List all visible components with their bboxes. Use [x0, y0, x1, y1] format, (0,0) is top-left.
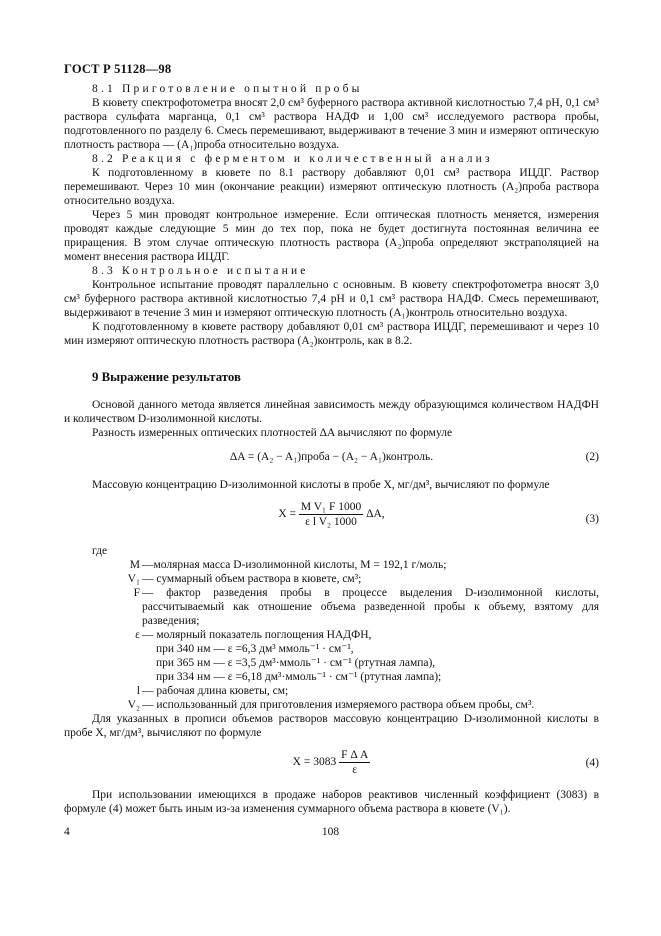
- legend-intro: где: [92, 545, 108, 557]
- formula-legend: [92, 544, 599, 712]
- section-8-1-title: 8.1 Приготовление опытной пробы: [92, 83, 363, 95]
- legend-text: — суммарный объем раствора в кювете, см³;: [142, 573, 362, 585]
- section-8-2-title: 8.2 Реакция с ферментом и количественный анализ: [92, 153, 493, 165]
- legend-symbol: V₁: [127, 573, 140, 585]
- section-8-1-paragraph: В кювету спектрофотометра вносят 2,0 см³ буферного раствора активной кислотностью 7,4 pH, 0,1 см³ раствора сульфата марганца, 0,1 см³ раствора НАДФ и 1,00 см³ исследуемого раствора пробы, подготовленного по разделу 6. Смесь перемешивают, выдерживают в течение 3 мин и измеряют оптическую плотность раствора — (A₁)проба относительно воздуха.: [64, 97, 599, 151]
- legend-text: — фактор разведения пробы в процессе выделения D-изолимонной кислоты, рассчитываемый как отношение объема разведенной пробы к объему, взятому для разведения;: [142, 587, 599, 627]
- section-9-paragraph-2: Разность измеренных оптических плотностей ΔA вычисляют по формуле: [92, 427, 453, 439]
- legend-symbol: V₂: [127, 699, 140, 711]
- legend-row-2: [92, 586, 599, 628]
- section-9-paragraph-1: Основой данного метода является линейная зависимость между образующимся количеством НАДФН и количеством D-изолимонной кислоты.: [64, 399, 599, 425]
- formula-4-denominator: ε: [352, 764, 358, 776]
- legend-text: — молярный показатель поглощения НАДФН,: [142, 629, 372, 641]
- section-8-3-paragraph-2: К подготовленному в кювете раствору добавляют 0,01 см³ раствора ИЦДГ, перемешивают и через 10 мин измеряют оптическую плотность раствора (A₂)контроль, как в 8.2.: [64, 321, 599, 347]
- legend-row-8: [92, 698, 599, 712]
- formula-2: [64, 446, 599, 472]
- legend-text: при 340 нм — ε =6,3 дм³ ммоль⁻¹ · см⁻¹,: [156, 643, 354, 655]
- document-header: ГОСТ Р 51128—98: [64, 62, 172, 76]
- legend-text: — рабочая длина кюветы, см;: [142, 685, 289, 697]
- formula-3-numerator: M V₁ F 1000: [300, 501, 362, 513]
- legend-text: при 365 нм — ε =3,5 дм³·ммоль⁻¹ · см⁻¹ (ртутная лампа),: [156, 657, 436, 669]
- section-8-3-paragraph-1: Контрольное испытание проводят параллельно с основным. В кювету спектрофотометра вносят 3,0 см³ буферного раствора активной кислотностью 7,4 pH и 0,1 см³ раствора НАДФ. Смесь перемешивают, выдерживают в течение 3 мин и измеряют оптическую плотность (A₁)контроль относительно воздуха.: [64, 279, 599, 319]
- formula-2-expression: ΔA = (A₂ − A₁)проба − (A₂ − A₁)контроль.: [229, 451, 434, 463]
- formula-3-rhs: ΔA,: [366, 508, 385, 521]
- formula-4: [64, 746, 599, 782]
- legend-symbol: [92, 656, 142, 670]
- formula-4-number: (4): [585, 757, 599, 769]
- formula-3: [64, 498, 599, 538]
- formula-3-fraction: [299, 500, 363, 529]
- legend-symbol: M: [129, 559, 140, 571]
- legend-intro-row: [92, 544, 599, 558]
- formula-4-expression: [64, 748, 599, 777]
- section-8-3-title: 8.3 Контрольное испытание: [92, 265, 309, 277]
- section-9-paragraph-3: Массовую концентрацию D-изолимонной кислоты в пробе X, мг/дм³, вычисляют по формуле: [92, 479, 550, 491]
- legend-symbol: l: [136, 685, 140, 697]
- legend-symbol: [92, 670, 142, 684]
- formula-3-lhs: X =: [278, 508, 296, 521]
- page-footer-left-number: 4: [64, 826, 70, 838]
- legend-row-7: [92, 684, 599, 698]
- legend-row-0: [92, 558, 599, 572]
- formula-3-expression: [64, 500, 599, 529]
- section-9-paragraph-5: При использовании имеющихся в продаже наборов реактивов численный коэффициент (3083) в формуле (4) может быть иным из-за изменения суммарного объема раствора в кювете (V₁).: [64, 789, 599, 815]
- section-9-title: 9 Выражение результатов: [92, 370, 241, 384]
- legend-text: при 334 нм — ε =6,18 дм³·ммоль⁻¹ · см⁻¹ (ртутная лампа);: [156, 671, 442, 683]
- legend-row-1: [92, 572, 599, 586]
- legend-symbol: ε: [135, 629, 140, 641]
- section-8-2-paragraph-1: К подготовленному в кювете по 8.1 раствору добавляют 0,01 см³ раствора ИЦДГ. Раствор перемешивают. Через 10 мин (окончание реакции) измеряют оптическую плотность (A₂)проба раствора относительно воздуха.: [64, 167, 599, 207]
- legend-symbol: [92, 642, 142, 656]
- legend-text: — использованный для приготовления измеряемого раствора объем пробы, см³.: [142, 699, 535, 711]
- formula-4-numerator: F Δ A: [341, 749, 369, 761]
- legend-row-4: [92, 642, 599, 656]
- document-body: [64, 82, 599, 816]
- formula-4-lhs: X = 3083: [292, 756, 337, 769]
- formula-3-denominator: ε l V₂ 1000: [305, 516, 357, 528]
- legend-symbol: F: [133, 587, 140, 599]
- section-9-paragraph-4: Для указанных в прописи объемов растворов массовую концентрацию D-изолимонной кислоты в пробе X, мг/дм³, вычисляют по формуле: [64, 713, 599, 739]
- formula-2-number: (2): [585, 451, 599, 463]
- legend-row-5: [92, 656, 599, 670]
- page-footer-center-number: 108: [321, 826, 340, 838]
- legend-text: —молярная масса D-изолимонной кислоты, M = 192,1 г/моль;: [142, 559, 447, 571]
- legend-row-3: [92, 628, 599, 642]
- formula-3-number: (3): [585, 513, 599, 525]
- legend-row-6: [92, 670, 599, 684]
- formula-4-fraction: [339, 748, 370, 777]
- section-8-2-paragraph-2: Через 5 мин проводят контрольное измерение. Если оптическая плотность меняется, измерения проводят каждые следующие 5 мин до тех пор, пока не будет достигнута постоянная величина ее приращения. В этом случае оптическую плотность раствора (A₂)проба определяют экстраполяцией на момент внесения раствора ИЦДГ.: [64, 209, 599, 263]
